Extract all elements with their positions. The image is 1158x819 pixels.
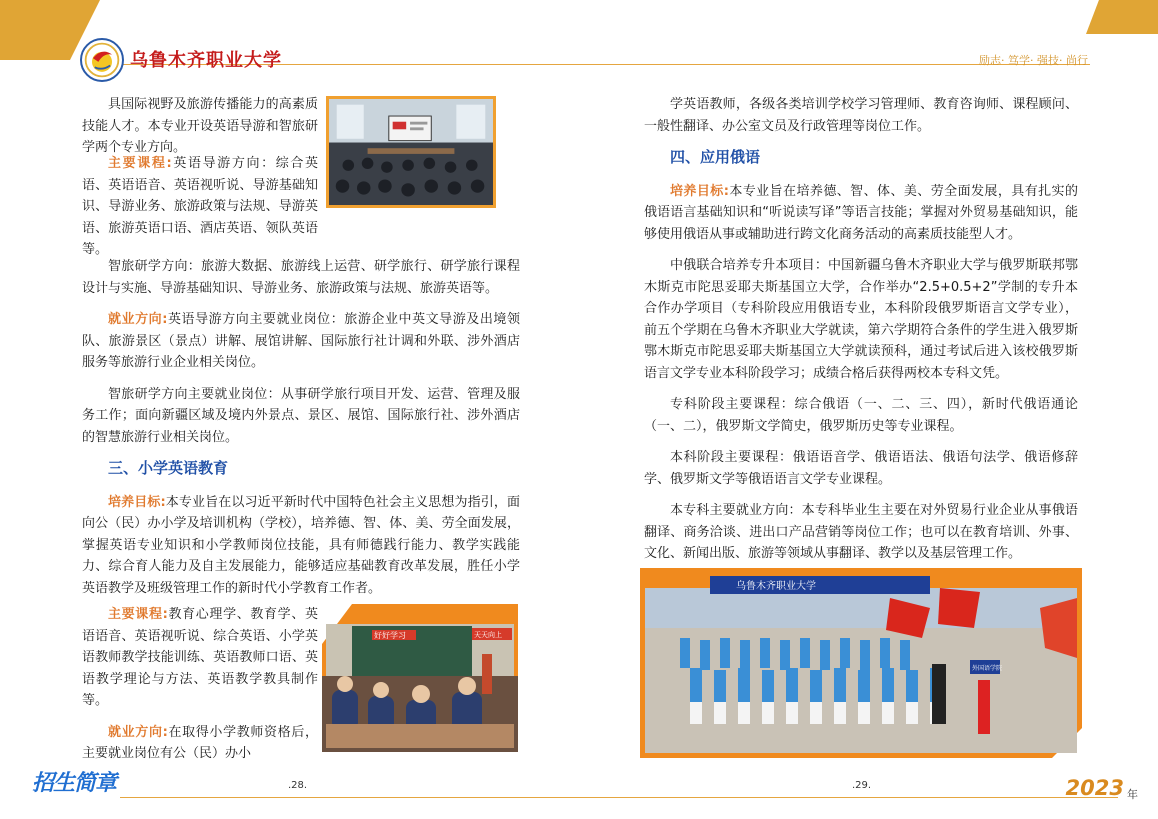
classroom-banner-text-2: 天天向上 <box>474 631 502 639</box>
primary-employment-paragraph <box>82 722 318 765</box>
left-column-top <box>82 94 318 161</box>
research-travel-paragraph: 智旅研学方向：旅游大数据、旅游线上运营、研学旅行、研学旅行课程设计与实施、导游基础知识、导游业务、旅游政策与法规、旅游英语等。 <box>82 259 520 296</box>
primary-employment-keyword: 就业方向: <box>108 724 168 740</box>
footer-rule <box>120 797 1118 798</box>
undergrad-courses-paragraph: 本科阶段主要课程：俄语语音学、俄语语法、俄语句法学、俄语修辞学、俄罗斯文学等俄语语言文学专业课程。 <box>644 450 1078 487</box>
corner-decoration-right <box>1086 0 1158 34</box>
parade-photo <box>640 568 1082 758</box>
research-employment-paragraph: 智旅研学方向主要就业岗位：从事研学旅行项目开发、运营、管理及服务工作；面向新疆区域及境内外景点、景区、展馆、国际旅行社、涉外酒店的智慧旅游行业相关岗位。 <box>82 386 520 445</box>
parade-banner-text: 乌鲁木齐职业大学 <box>736 581 816 592</box>
primary-employment-text: 在取得小学教师资格后，主要就业岗位有公（民）办小 <box>82 724 318 761</box>
employment-keyword: 就业方向: <box>108 312 168 327</box>
page-number-left: .28. <box>288 780 308 791</box>
russian-employment-paragraph: 本专科主要就业方向：本专科毕业生主要在对外贸易行业企业从事俄语翻译、商务洽谈、进出口产品营销等岗位工作；也可以在教育培训、外事、文化、新闻出版、旅游等领域从事翻译、教学以及基层管理工作。 <box>644 503 1078 561</box>
continued-paragraph: 学英语教师，各级各类培训学校学习管理师、教育咨询师、课程顾问、一般性翻译、办公室文员及行政管理等岗位工作。 <box>644 97 1078 134</box>
left-column-bottom <box>82 604 318 775</box>
left-column-courses <box>82 153 318 271</box>
courses-keyword: 主要课程: <box>108 156 172 171</box>
russian-goal-keyword: 培养目标: <box>670 183 729 199</box>
russian-goal-text: 本专业旨在培养德、智、体、美、劳全面发展，具有扎实的俄语语言基础知识和“听说读写译”等语言技能；掌握对外贸易基础知识，能够使用俄语从事或辅助进行跨文化商务活动的高素质技能型人才。 <box>644 183 1078 242</box>
junior-courses-paragraph: 专科阶段主要课程：综合俄语（一、二、三、四），新时代俄语通论（一、二），俄罗斯文学简史，俄罗斯历史等专业课程。 <box>644 397 1078 434</box>
goal-keyword: 培养目标: <box>108 494 166 510</box>
primary-courses-paragraph <box>82 604 318 712</box>
left-column-main <box>82 256 520 609</box>
school-name: 乌鲁木齐职业大学 <box>130 50 282 71</box>
intro-paragraph: 具国际视野及旅游传播能力的高素质技能人才。本专业开设英语导游和智旅研学两个专业方向。 <box>82 97 318 155</box>
primary-courses-keyword: 主要课程: <box>108 607 168 622</box>
goal-text: 本专业旨在以习近平新时代中国特色社会主义思想为指引，面向公（民）办小学及培训机构（学校），培养德、智、体、美、劳全面发展，掌握英语专业知识和小学教师岗位技能，具有师德践行能力、教学实践能力、综合育人能力及自主发展能力，能够适应基础教育改革发展，胜任小学英语教学及班级管理工作的新时代小学教育工作者。 <box>82 494 520 596</box>
brochure-brand: 招生简章 <box>32 771 117 796</box>
classroom-photo <box>322 604 518 752</box>
school-motto: 励志· 笃学· 强技· 尚行 <box>979 54 1088 67</box>
auditorium-photo <box>326 96 496 208</box>
school-logo-icon <box>80 38 124 82</box>
primary-courses-text: 教育心理学、教育学、英语语音、英语视听说、综合英语、小学英语教师教学技能训练、英语教师口语、英语教学理论与方法、英语教学教具制作等。 <box>82 607 318 708</box>
joint-program-paragraph: 中俄联合培养专升本项目：中国新疆乌鲁木齐职业大学与俄罗斯联邦鄂木斯克市陀思妥耶夫斯基国立大学，合作举办“2.5+0.5+2”学制的专升本合作办学项目（专科阶段应用俄语专业，本科阶段俄罗斯语言文学专业），前五个学期在乌鲁木齐职业大学就读，第六学期符合条件的学生进入俄罗斯鄂木斯克市陀思妥耶夫斯基国立大学就读预科，通过考试后进入该校俄罗斯语言文学专业本科阶段学习；成绩合格后获得两校本专科文凭。 <box>644 258 1078 381</box>
courses-text: 英语导游方向：综合英语、英语语音、英语视听说、导游基础知识、导游业务、旅游政策与法规、导游英语、旅游英语口语、酒店英语、领队英语等。 <box>82 156 318 257</box>
primary-goal-paragraph <box>82 492 520 600</box>
section-3-title: 三、小学英语教育 <box>108 459 229 477</box>
classroom-banner-text: 好好学习 <box>374 631 406 640</box>
russian-goal-paragraph <box>644 181 1078 246</box>
page-number-right: .29. <box>852 780 872 791</box>
employment-text: 英语导游方向主要就业岗位：旅游企业中英文导游及出境领队、旅游景区（景点）讲解、展馆讲解、国际旅行社计调和外联、涉外酒店服务等旅游行业企业相关岗位。 <box>82 312 520 370</box>
section-4-title: 四、应用俄语 <box>670 148 761 166</box>
courses-paragraph <box>82 153 318 261</box>
parade-sign-text: 外国语学院 <box>972 665 1003 672</box>
employment-paragraph <box>82 309 520 374</box>
right-column <box>644 94 1078 575</box>
brochure-year-suffix: 年 <box>1127 788 1138 801</box>
brochure-year: 2023 <box>1065 776 1124 800</box>
